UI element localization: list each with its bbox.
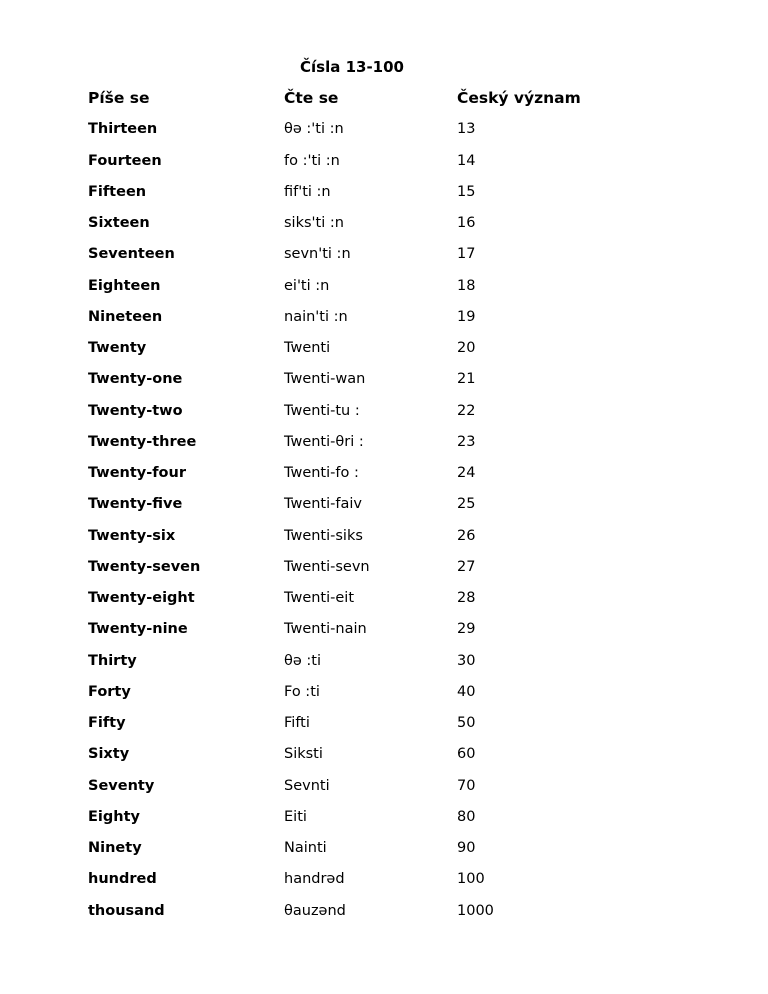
table-row bbox=[88, 432, 688, 463]
czech-meaning-cell: 20 bbox=[457, 340, 476, 356]
pronunciation-cell: Twenti-eit bbox=[284, 590, 355, 606]
pronunciation-cell: θauzənd bbox=[284, 902, 346, 919]
czech-meaning-cell: 40 bbox=[457, 683, 476, 700]
czech-meaning-cell: 21 bbox=[457, 371, 476, 388]
table-row bbox=[88, 744, 688, 775]
pronunciation-cell: θə :'ti :n bbox=[284, 121, 344, 138]
table-row bbox=[88, 119, 688, 150]
czech-meaning-cell: 26 bbox=[457, 527, 476, 544]
pronunciation-cell: Nainti bbox=[284, 840, 327, 856]
pronunciation-cell: Twenti-wan bbox=[284, 371, 366, 388]
table-row bbox=[88, 776, 688, 807]
written-word-cell: Thirteen bbox=[88, 121, 158, 138]
table-row bbox=[88, 682, 688, 713]
numbers-table bbox=[88, 88, 688, 932]
table-row bbox=[88, 838, 688, 869]
pronunciation-cell: θə :ti bbox=[284, 652, 322, 669]
written-word-cell: Eighteen bbox=[88, 277, 161, 294]
written-word-cell: Fifteen bbox=[88, 183, 147, 200]
table-row bbox=[88, 369, 688, 400]
written-word-cell: Seventy bbox=[88, 777, 155, 794]
table-row bbox=[88, 401, 688, 432]
written-word-cell: Twenty-eight bbox=[88, 590, 195, 606]
czech-meaning-cell: 1000 bbox=[457, 902, 494, 919]
pronunciation-cell: Eiti bbox=[284, 808, 307, 825]
table-row bbox=[88, 807, 688, 838]
pronunciation-cell: Fifti bbox=[284, 715, 310, 731]
header-czech-meaning: Český význam bbox=[457, 89, 581, 107]
written-word-cell: Seventeen bbox=[88, 246, 175, 263]
written-word-cell: Fourteen bbox=[88, 152, 162, 169]
czech-meaning-cell: 30 bbox=[457, 652, 476, 669]
pronunciation-cell: Twenti-sevn bbox=[284, 558, 370, 575]
pronunciation-cell: nain'ti :n bbox=[284, 308, 348, 325]
written-word-cell: Sixteen bbox=[88, 215, 150, 231]
czech-meaning-cell: 14 bbox=[457, 152, 476, 169]
czech-meaning-cell: 60 bbox=[457, 746, 476, 763]
written-word-cell: Fifty bbox=[88, 715, 126, 731]
written-word-cell: thousand bbox=[88, 902, 165, 919]
page-title: Čísla 13-100 bbox=[300, 58, 404, 76]
written-word-cell: Twenty-four bbox=[88, 465, 186, 481]
czech-meaning-cell: 15 bbox=[457, 183, 476, 200]
pronunciation-cell: Twenti-tu : bbox=[284, 402, 360, 419]
czech-meaning-cell: 28 bbox=[457, 590, 476, 606]
table-row bbox=[88, 557, 688, 588]
czech-meaning-cell: 29 bbox=[457, 621, 476, 638]
header-written: Píše se bbox=[88, 89, 150, 107]
table-row bbox=[88, 307, 688, 338]
written-word-cell: Twenty-nine bbox=[88, 621, 188, 638]
pronunciation-cell: fo :'ti :n bbox=[284, 152, 340, 169]
written-word-cell: Thirty bbox=[88, 652, 137, 669]
pronunciation-cell: ei'ti :n bbox=[284, 277, 330, 294]
pronunciation-cell: Twenti-fo : bbox=[284, 465, 359, 481]
table-row bbox=[88, 276, 688, 307]
table-row bbox=[88, 526, 688, 557]
written-word-cell: Twenty-three bbox=[88, 433, 197, 450]
table-row bbox=[88, 151, 688, 182]
header-pronunciation: Čte se bbox=[284, 89, 339, 107]
written-word-cell: hundred bbox=[88, 871, 157, 888]
czech-meaning-cell: 70 bbox=[457, 777, 476, 794]
czech-meaning-cell: 50 bbox=[457, 715, 476, 731]
czech-meaning-cell: 13 bbox=[457, 121, 476, 138]
written-word-cell: Twenty-seven bbox=[88, 558, 201, 575]
written-word-cell: Twenty-one bbox=[88, 371, 183, 388]
czech-meaning-cell: 24 bbox=[457, 465, 476, 481]
table-row bbox=[88, 213, 688, 244]
czech-meaning-cell: 27 bbox=[457, 558, 476, 575]
czech-meaning-cell: 100 bbox=[457, 871, 485, 888]
table-row bbox=[88, 619, 688, 650]
czech-meaning-cell: 23 bbox=[457, 433, 476, 450]
table-row bbox=[88, 182, 688, 213]
pronunciation-cell: fif'ti :n bbox=[284, 183, 331, 200]
table-row bbox=[88, 244, 688, 275]
czech-meaning-cell: 25 bbox=[457, 496, 476, 513]
written-word-cell: Twenty bbox=[88, 340, 147, 356]
table-header-row bbox=[88, 88, 688, 119]
pronunciation-cell: Twenti-siks bbox=[284, 527, 363, 544]
table-row bbox=[88, 494, 688, 525]
written-word-cell: Ninety bbox=[88, 840, 142, 856]
table-row bbox=[88, 869, 688, 900]
czech-meaning-cell: 17 bbox=[457, 246, 476, 263]
pronunciation-cell: Twenti bbox=[284, 340, 331, 356]
table-row bbox=[88, 463, 688, 494]
czech-meaning-cell: 19 bbox=[457, 308, 476, 325]
czech-meaning-cell: 16 bbox=[457, 215, 476, 231]
czech-meaning-cell: 18 bbox=[457, 277, 476, 294]
czech-meaning-cell: 90 bbox=[457, 840, 476, 856]
written-word-cell: Forty bbox=[88, 683, 131, 700]
written-word-cell: Nineteen bbox=[88, 308, 163, 325]
pronunciation-cell: sevn'ti :n bbox=[284, 246, 351, 263]
written-word-cell: Sixty bbox=[88, 746, 130, 763]
pronunciation-cell: Twenti-nain bbox=[284, 621, 367, 638]
czech-meaning-cell: 22 bbox=[457, 402, 476, 419]
pronunciation-cell: Fo :ti bbox=[284, 683, 320, 700]
written-word-cell: Twenty-six bbox=[88, 527, 176, 544]
table-row bbox=[88, 651, 688, 682]
written-word-cell: Eighty bbox=[88, 808, 140, 825]
written-word-cell: Twenty-five bbox=[88, 496, 183, 513]
pronunciation-cell: siks'ti :n bbox=[284, 215, 344, 231]
pronunciation-cell: Sevnti bbox=[284, 777, 330, 794]
czech-meaning-cell: 80 bbox=[457, 808, 476, 825]
pronunciation-cell: Twenti-faiv bbox=[284, 496, 362, 513]
written-word-cell: Twenty-two bbox=[88, 402, 183, 419]
pronunciation-cell: Siksti bbox=[284, 746, 323, 763]
table-row bbox=[88, 901, 688, 932]
table-row bbox=[88, 713, 688, 744]
pronunciation-cell: handrəd bbox=[284, 871, 345, 888]
table-row bbox=[88, 588, 688, 619]
table-row bbox=[88, 338, 688, 369]
pronunciation-cell: Twenti-θri : bbox=[284, 433, 364, 450]
